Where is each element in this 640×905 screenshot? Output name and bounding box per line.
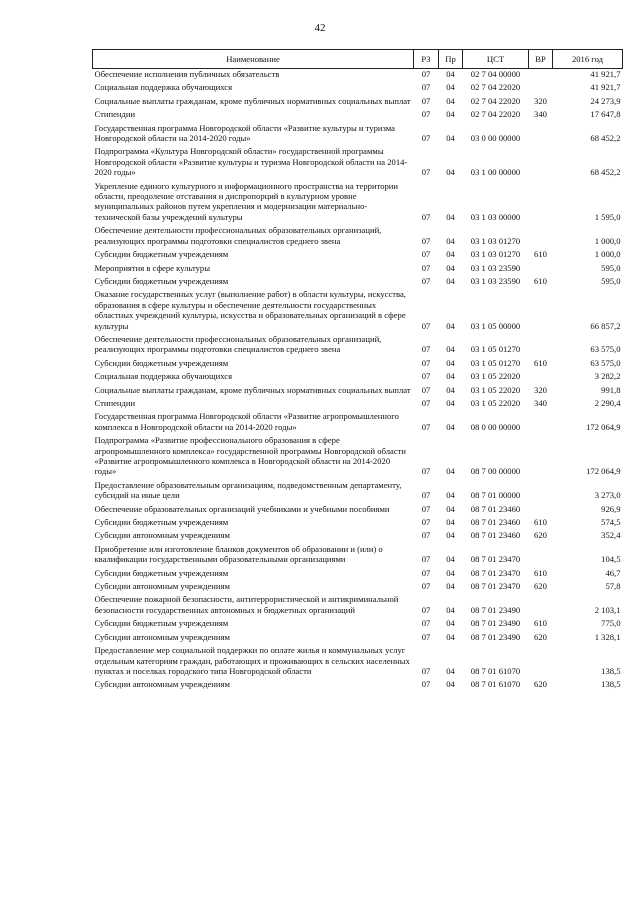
cell-name: Предоставление образовательным организациям, подведомственным департаменту, субсидий на иные цели — [94, 479, 402, 501]
cell-name: Предоставление мер социальной поддержки по оплате жилья и коммунальных услуг отдельным категориям граждан, работающих и проживающих в сельских населенных пунктах и поселках городского типа Новгородской области — [94, 645, 410, 676]
cell-pr: 04 — [446, 320, 455, 331]
cell-name: Субсидии бюджетным учреждениям — [94, 618, 229, 629]
cell-sum: 46,7 — [605, 567, 621, 578]
cell-name: Социальные выплаты гражданам, кроме публичных нормативных социальных выплат — [94, 95, 411, 106]
cell-pr: 04 — [446, 235, 455, 246]
cell-cst: 03 1 03 23590 — [470, 275, 521, 286]
table-row — [93, 578, 623, 591]
cell-pr: 04 — [446, 517, 455, 528]
cell-sum: 1 595,0 — [594, 211, 621, 222]
cell-pr: 04 — [446, 109, 455, 120]
cell-vr: 610 — [534, 249, 547, 260]
cell-cst: 08 7 01 61070 — [470, 679, 521, 690]
cell-name: Социальная поддержка обучающихся — [94, 371, 233, 382]
header-cst: ЦСТ — [463, 50, 529, 69]
cell-sum: 138,5 — [601, 665, 621, 676]
cell-name: Субсидии автономным учреждениям — [94, 530, 230, 541]
cell-cst: 02 7 04 22020 — [470, 82, 521, 93]
cell-name: Стипендии — [94, 109, 136, 120]
cell-vr: 610 — [534, 618, 547, 629]
cell-name: Субсидии бюджетным учреждениям — [94, 567, 229, 578]
cell-rz: 07 — [421, 554, 431, 565]
cell-rz: 07 — [421, 567, 431, 578]
cell-name: Обеспечение пожарной безопасности, антитеррористической и антикриминальной безопасности государственных автономных и бюджетных организаций — [94, 594, 399, 615]
cell-rz: 07 — [421, 249, 431, 260]
cell-rz: 07 — [421, 631, 431, 642]
table-row — [93, 629, 623, 642]
table-row — [93, 120, 623, 144]
table-row — [93, 676, 623, 689]
cell-rz: 07 — [421, 262, 431, 273]
cell-cst: 08 7 01 23460 — [470, 503, 521, 514]
cell-rz: 07 — [421, 371, 431, 382]
cell-cst: 03 1 00 00000 — [470, 167, 521, 178]
cell-vr — [529, 143, 553, 177]
table-row — [93, 368, 623, 381]
cell-sum: 138,5 — [601, 679, 621, 690]
cell-rz: 07 — [421, 357, 431, 368]
table-row — [93, 527, 623, 540]
cell-sum: 172 064,9 — [586, 421, 621, 432]
cell-cst: 08 0 00 00000 — [470, 421, 521, 432]
cell-sum: 68 452,2 — [590, 133, 621, 144]
table-row — [93, 93, 623, 106]
cell-name: Обеспечение образовательных организаций учебниками и учебными пособиями — [94, 503, 390, 514]
cell-cst: 08 7 00 00000 — [470, 466, 521, 477]
cell-pr: 04 — [446, 275, 455, 286]
cell-vr — [529, 501, 553, 514]
cell-rz: 07 — [421, 421, 431, 432]
cell-name: Обеспечение деятельности профессиональных образовательных организаций, реализующих программы подготовки специалистов среднего звена — [94, 225, 382, 246]
cell-cst: 08 7 01 00000 — [470, 490, 521, 501]
cell-cst: 03 1 03 01270 — [470, 235, 521, 246]
cell-sum: 352,4 — [601, 530, 621, 541]
cell-pr: 04 — [446, 397, 455, 408]
table-row — [93, 501, 623, 514]
cell-vr — [529, 591, 553, 615]
cell-rz: 07 — [421, 82, 431, 93]
cell-sum: 1 000,0 — [594, 235, 621, 246]
cell-vr — [529, 260, 553, 273]
cell-pr: 04 — [446, 211, 455, 222]
table-row — [93, 615, 623, 628]
cell-pr: 04 — [446, 554, 455, 565]
cell-vr: 320 — [534, 384, 547, 395]
cell-name: Мероприятия в сфере культуры — [94, 262, 210, 273]
cell-sum: 66 857,2 — [590, 320, 621, 331]
cell-rz: 07 — [421, 604, 431, 615]
cell-rz: 07 — [421, 679, 431, 690]
cell-rz: 07 — [421, 344, 431, 355]
cell-rz: 07 — [421, 384, 431, 395]
cell-pr: 04 — [446, 249, 455, 260]
table-row — [93, 69, 623, 80]
table-row — [93, 79, 623, 92]
table-row — [93, 222, 623, 246]
cell-pr: 04 — [446, 384, 455, 395]
cell-cst: 08 7 01 23470 — [470, 581, 521, 592]
cell-cst: 03 1 05 01270 — [470, 344, 521, 355]
cell-sum: 41 921,7 — [590, 82, 621, 93]
table-row — [93, 408, 623, 432]
table-row — [93, 260, 623, 273]
cell-cst: 03 1 05 01270 — [470, 357, 521, 368]
cell-pr: 04 — [446, 530, 455, 541]
cell-pr: 04 — [446, 262, 455, 273]
cell-vr — [529, 69, 553, 80]
cell-sum: 63 575,0 — [590, 344, 621, 355]
cell-rz: 07 — [421, 95, 431, 106]
table-row — [93, 541, 623, 565]
cell-cst: 03 1 05 22020 — [470, 397, 521, 408]
table-row — [93, 331, 623, 355]
cell-name: Субсидии бюджетным учреждениям — [94, 275, 229, 286]
page-number: 42 — [314, 22, 326, 34]
cell-cst: 03 1 05 00000 — [470, 320, 521, 331]
cell-vr: 620 — [534, 530, 547, 541]
cell-cst: 08 7 01 23490 — [470, 604, 521, 615]
cell-rz: 07 — [421, 397, 431, 408]
cell-name: Обеспечение исполнения публичных обязательств — [94, 69, 280, 79]
cell-name: Субсидии автономным учреждениям — [94, 679, 230, 690]
cell-sum: 24 273,9 — [590, 95, 621, 106]
cell-vr: 610 — [534, 517, 547, 528]
cell-sum: 926,9 — [601, 503, 621, 514]
cell-rz: 07 — [421, 211, 431, 222]
cell-rz: 07 — [421, 109, 431, 120]
cell-vr — [529, 642, 553, 676]
table-row — [93, 565, 623, 578]
cell-pr: 04 — [446, 133, 455, 144]
cell-rz: 07 — [421, 167, 431, 178]
table-row — [93, 143, 623, 177]
cell-vr — [529, 222, 553, 246]
cell-sum: 595,0 — [601, 262, 621, 273]
cell-pr: 04 — [446, 95, 455, 106]
cell-name: Оказание государственных услуг (выполнение работ) в области культуры, искусства, образования в сфере культуры и обеспечение деятельности государственных областных учреждений культуры, искусства и образовательных организаций в сфере культуры — [94, 289, 406, 331]
cell-sum: 17 647,8 — [590, 109, 621, 120]
cell-rz: 07 — [421, 618, 431, 629]
cell-rz: 07 — [421, 320, 431, 331]
cell-name: Социальные выплаты гражданам, кроме публичных нормативных социальных выплат — [94, 384, 411, 395]
cell-rz: 07 — [421, 133, 431, 144]
cell-name: Укрепление единого культурного и информационного пространства на территории области, преодоление отставания и диспропорций в культурном уровне муниципальных районов путем укрепления и модернизации материально-технической базы учреждений культуры — [94, 180, 398, 222]
cell-pr: 04 — [446, 371, 455, 382]
table-row — [93, 273, 623, 286]
table-row — [93, 106, 623, 119]
cell-sum: 595,0 — [601, 275, 621, 286]
cell-rz: 07 — [421, 466, 431, 477]
cell-vr: 320 — [534, 95, 547, 106]
cell-cst: 03 1 05 22020 — [470, 384, 521, 395]
cell-vr: 340 — [534, 397, 547, 408]
cell-sum: 104,5 — [601, 554, 621, 565]
table-row — [93, 591, 623, 615]
cell-vr — [529, 178, 553, 223]
cell-pr: 04 — [446, 604, 455, 615]
cell-sum: 172 064,9 — [586, 466, 621, 477]
cell-sum: 775,0 — [601, 618, 621, 629]
cell-pr: 04 — [446, 421, 455, 432]
cell-pr: 04 — [446, 618, 455, 629]
cell-rz: 07 — [421, 503, 431, 514]
cell-vr — [529, 120, 553, 144]
cell-sum: 991,8 — [601, 384, 621, 395]
cell-vr — [529, 79, 553, 92]
cell-pr: 04 — [446, 490, 455, 501]
cell-vr: 610 — [534, 567, 547, 578]
cell-rz: 07 — [421, 665, 431, 676]
cell-vr: 620 — [534, 679, 547, 690]
cell-cst: 03 1 05 22020 — [470, 371, 521, 382]
table-header — [93, 50, 623, 69]
cell-name: Приобретение или изготовление бланков документов об образовании и (или) о квалификации государственными образовательными организациями — [94, 543, 383, 565]
cell-name: Государственная программа Новгородской области «Развитие культуры и туризма Новгородской области на 2014-2020 годы» — [94, 122, 395, 144]
budget-table — [92, 49, 623, 690]
cell-pr: 04 — [446, 567, 455, 578]
cell-cst: 08 7 01 23490 — [470, 618, 521, 629]
cell-cst: 02 7 04 22020 — [470, 109, 521, 120]
table-row — [93, 246, 623, 259]
cell-vr — [529, 368, 553, 381]
cell-vr: 610 — [534, 357, 547, 368]
cell-name: Субсидии бюджетным учреждениям — [94, 517, 229, 528]
cell-cst: 08 7 01 23460 — [470, 530, 521, 541]
table-row — [93, 286, 623, 331]
cell-vr: 340 — [534, 109, 547, 120]
header-vr: ВР — [529, 50, 553, 69]
cell-sum: 3 282,2 — [594, 371, 621, 382]
table-row — [93, 178, 623, 223]
cell-pr: 04 — [446, 69, 455, 79]
cell-name: Подпрограмма «Развитие профессионального образования в сфере агропромышленного комплекса» государственной программы Новгородской области «Развитие агропромышленного комплекса в Новгородской области на 2014-2020 годы» — [94, 435, 407, 477]
cell-rz: 07 — [421, 517, 431, 528]
cell-cst: 03 1 03 00000 — [470, 211, 521, 222]
cell-cst: 03 1 03 01270 — [470, 249, 521, 260]
cell-pr: 04 — [446, 167, 455, 178]
cell-cst: 03 1 03 23590 — [470, 262, 521, 273]
cell-name: Субсидии автономным учреждениям — [94, 631, 230, 642]
cell-sum: 57,8 — [605, 581, 621, 592]
table-row — [93, 514, 623, 527]
table-row — [93, 395, 623, 408]
cell-pr: 04 — [446, 581, 455, 592]
cell-sum: 1 328,1 — [594, 631, 621, 642]
cell-cst: 08 7 01 23460 — [470, 517, 521, 528]
cell-pr: 04 — [446, 679, 455, 690]
cell-pr: 04 — [446, 357, 455, 368]
table-row — [93, 432, 623, 477]
cell-name: Субсидии бюджетным учреждениям — [94, 249, 229, 260]
cell-name: Субсидии автономным учреждениям — [94, 581, 230, 592]
table-row — [93, 477, 623, 501]
table-row — [93, 642, 623, 676]
cell-name: Обеспечение деятельности профессиональных образовательных организаций, реализующих программы подготовки специалистов среднего звена — [94, 333, 382, 355]
cell-rz: 07 — [421, 490, 431, 501]
cell-vr — [529, 432, 553, 477]
cell-sum: 2 290,4 — [594, 397, 621, 408]
cell-name: Подпрограмма «Культура Новгородской области» государственной программы Новгородской области «Развитие культуры и туризма Новгородской области на 2014-2020 годы» — [94, 146, 408, 178]
header-name: Наименование — [93, 50, 414, 69]
cell-name: Социальная поддержка обучающихся — [94, 82, 233, 93]
cell-rz: 07 — [421, 581, 431, 592]
cell-vr — [529, 331, 553, 355]
cell-vr — [529, 477, 553, 501]
cell-cst: 08 7 01 23470 — [470, 554, 521, 565]
cell-rz: 07 — [421, 530, 431, 541]
cell-vr: 620 — [534, 631, 547, 642]
cell-pr: 04 — [446, 466, 455, 477]
cell-cst: 02 7 04 00000 — [470, 69, 521, 79]
cell-cst: 02 7 04 22020 — [470, 95, 521, 106]
cell-vr — [529, 408, 553, 432]
table-body — [93, 69, 623, 690]
header-rz: РЗ — [414, 50, 439, 69]
cell-rz: 07 — [421, 235, 431, 246]
cell-sum: 574,5 — [601, 517, 621, 528]
cell-sum: 41 921,7 — [590, 69, 621, 79]
cell-name: Государственная программа Новгородской области «Развитие агропромышленного комплекса в Новгородской области на 2014-2020 годы» — [94, 411, 399, 432]
cell-vr — [529, 286, 553, 331]
table-row — [93, 382, 623, 395]
cell-vr: 610 — [534, 275, 547, 286]
cell-pr: 04 — [446, 344, 455, 355]
cell-cst: 03 0 00 00000 — [470, 133, 521, 144]
cell-pr: 04 — [446, 665, 455, 676]
cell-vr: 620 — [534, 581, 547, 592]
cell-sum: 63 575,0 — [590, 357, 621, 368]
cell-pr: 04 — [446, 503, 455, 514]
cell-pr: 04 — [446, 82, 455, 93]
table-row — [93, 355, 623, 368]
cell-cst: 08 7 01 23470 — [470, 567, 521, 578]
cell-sum: 1 000,0 — [594, 249, 621, 260]
cell-rz: 07 — [421, 69, 431, 79]
cell-name: Стипендии — [94, 397, 136, 408]
cell-sum: 2 103,1 — [594, 604, 621, 615]
cell-pr: 04 — [446, 631, 455, 642]
cell-sum: 68 452,2 — [590, 167, 621, 178]
header-sum: 2016 год — [553, 50, 623, 69]
cell-sum: 3 273,0 — [594, 490, 621, 501]
cell-cst: 08 7 01 61070 — [470, 665, 521, 676]
cell-name: Субсидии бюджетным учреждениям — [94, 357, 229, 368]
cell-vr — [529, 541, 553, 565]
cell-rz: 07 — [421, 275, 431, 286]
header-pr: Пр — [439, 50, 463, 69]
cell-cst: 08 7 01 23490 — [470, 631, 521, 642]
